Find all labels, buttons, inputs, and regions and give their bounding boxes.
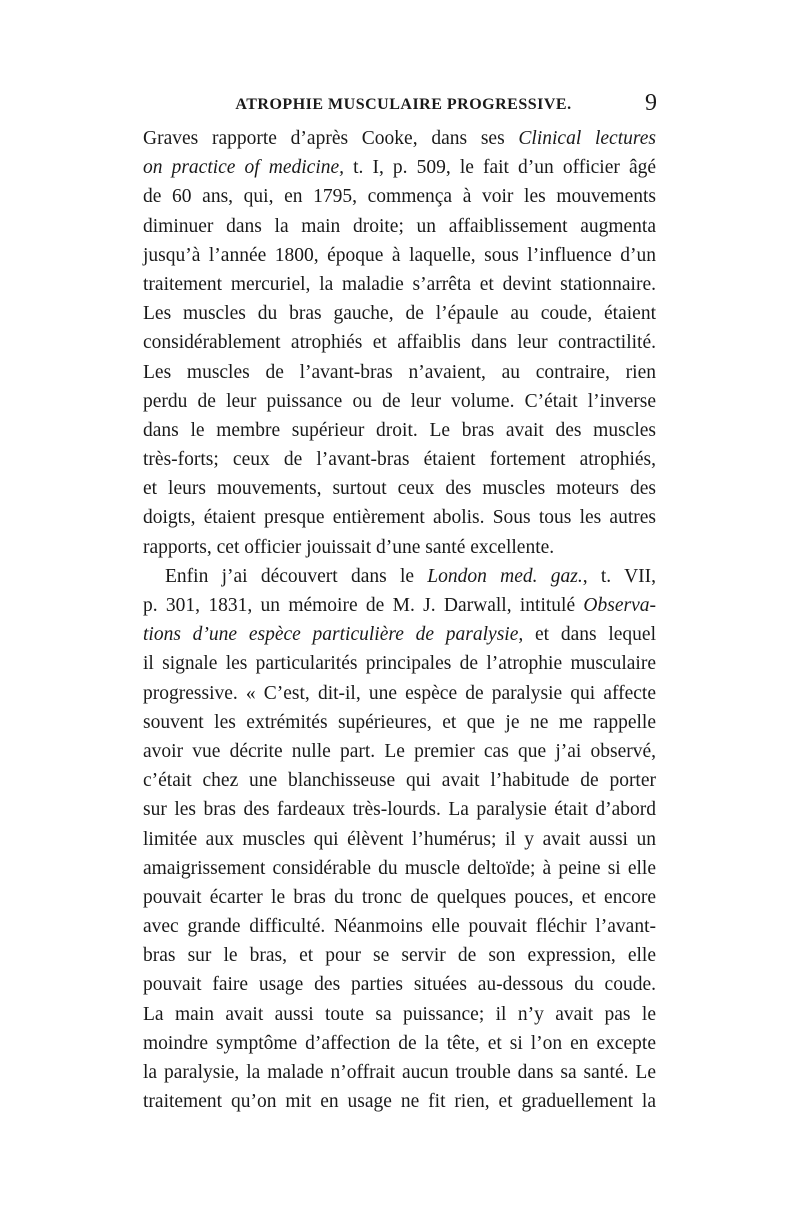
text-line bbox=[143, 1029, 656, 1058]
italic-text: Observa- bbox=[583, 595, 656, 616]
text-run: considérablement atrophiés et affaiblis dans leur contractilité. bbox=[143, 332, 656, 354]
italic-text: on practice of medicine, bbox=[143, 157, 345, 179]
text-run: perdu de leur puissance ou de leur volume. C’était l’inverse bbox=[143, 390, 656, 412]
text-run: moindre symptôme d’affection de la tête, et si l’on en excepte bbox=[143, 1032, 656, 1054]
text-run: , t. VII, bbox=[582, 565, 657, 587]
text-run: traitement qu’on mit en usage ne fit rien, et graduellement la bbox=[143, 1091, 656, 1113]
text-run: Les muscles de l’avant-bras n’avaient, au contraire, rien bbox=[143, 361, 656, 383]
text-run: il signale les particularités principales de l’atrophie musculaire bbox=[143, 653, 656, 675]
text-line bbox=[143, 883, 656, 912]
text-line bbox=[143, 182, 656, 211]
text-line bbox=[143, 358, 656, 387]
running-title: ATROPHIE MUSCULAIRE PROGRESSIVE. bbox=[235, 96, 572, 113]
text-run: progressive. « C’est, dit-il, une espèce de paralysie qui affecte bbox=[143, 682, 656, 704]
text-line bbox=[143, 1087, 656, 1116]
italic-text: London med. gaz. bbox=[427, 565, 583, 587]
text-line bbox=[143, 679, 656, 708]
text-run: très-forts; ceux de l’avant-bras étaient fortement atrophiés, bbox=[143, 449, 656, 471]
text-run: avec grande difficulté. Néanmoins elle pouvait fléchir l’avant- bbox=[143, 916, 656, 938]
text-line bbox=[143, 591, 656, 620]
text-line bbox=[143, 620, 656, 649]
italic-text: Clinical lectures bbox=[518, 128, 656, 149]
text-line bbox=[143, 795, 656, 824]
text-line bbox=[143, 124, 656, 153]
text-line bbox=[143, 854, 656, 883]
text-run: diminuer dans la main droite; un affaiblissement augmenta bbox=[143, 215, 656, 237]
text-line bbox=[143, 912, 656, 941]
text-run: limitée aux muscles qui élèvent l’humérus; il y avait aussi un bbox=[143, 828, 656, 850]
text-line bbox=[143, 737, 656, 766]
text-run: la paralysie, la malade n’offrait aucun trouble dans sa santé. Le bbox=[143, 1062, 656, 1083]
text-line bbox=[143, 445, 656, 474]
text-run: avoir vue décrite nulle part. Le premier cas que j’ai observé, bbox=[143, 740, 656, 762]
text-run: Les muscles du bras gauche, de l’épaule au coude, étaient bbox=[143, 303, 656, 325]
text-line bbox=[143, 708, 656, 737]
text-line bbox=[143, 153, 656, 182]
text-line bbox=[143, 970, 656, 999]
text-run: p. 301, 1831, un mémoire de M. J. Darwall, intitulé bbox=[143, 595, 584, 616]
text-run: Graves rapporte d’après Cooke, dans ses bbox=[143, 128, 519, 149]
text-run: Enfin j’ai découvert dans le bbox=[165, 565, 428, 587]
text-line bbox=[143, 328, 656, 357]
text-line bbox=[143, 766, 656, 795]
text-run: pouvait faire usage des parties situées au-dessous du coude. bbox=[143, 974, 656, 996]
text-run: pouvait écarter le bras du tronc de quelques pouces, et encore bbox=[143, 886, 656, 908]
text-line bbox=[143, 474, 656, 503]
text-run: t. I, p. 509, le fait d’un officier âgé bbox=[344, 157, 656, 179]
text-line bbox=[143, 533, 656, 562]
text-line bbox=[143, 212, 656, 241]
italic-text: tions d’une espèce particulière de paralysie, bbox=[143, 624, 524, 646]
text-line bbox=[143, 1000, 656, 1029]
text-run: rapports, cet officier jouissait d’une santé excellente. bbox=[143, 536, 555, 558]
text-line bbox=[143, 1058, 656, 1087]
running-head bbox=[150, 90, 657, 124]
text-run: dans le membre supérieur droit. Le bras avait des muscles bbox=[143, 419, 656, 441]
text-run: de 60 ans, qui, en 1795, commença à voir les mouvements bbox=[143, 186, 656, 208]
text-line bbox=[143, 562, 656, 591]
text-line bbox=[143, 270, 656, 299]
text-line bbox=[143, 825, 656, 854]
text-run: et leurs mouvements, surtout ceux des muscles moteurs des bbox=[143, 478, 656, 500]
text-line bbox=[143, 649, 656, 678]
text-run: doigts, étaient presque entièrement abolis. Sous tous les autres bbox=[143, 507, 656, 529]
text-line bbox=[143, 416, 656, 445]
text-run: jusqu’à l’année 1800, époque à laquelle, sous l’influence d’un bbox=[143, 244, 656, 266]
text-line bbox=[143, 941, 656, 970]
page-number: 9 bbox=[645, 90, 657, 116]
text-run: c’était chez une blanchisseuse qui avait l’habitude de porter bbox=[143, 770, 656, 792]
text-run: La main avait aussi toute sa puissance; il n’y avait pas le bbox=[143, 1003, 656, 1025]
text-run: et dans lequel bbox=[523, 624, 656, 646]
text-line bbox=[143, 299, 656, 328]
text-line bbox=[143, 241, 656, 270]
text-line bbox=[143, 503, 656, 532]
text-run: traitement mercuriel, la maladie s’arrêta et devint stationnaire. bbox=[143, 273, 656, 295]
body-text bbox=[143, 124, 656, 1116]
text-line bbox=[143, 387, 656, 416]
text-run: amaigrissement considérable du muscle deltoïde; à peine si elle bbox=[143, 857, 656, 879]
text-run: sur les bras des fardeaux très-lourds. La paralysie était d’abord bbox=[143, 799, 656, 821]
text-run: bras sur le bras, et pour se servir de son expression, elle bbox=[143, 945, 656, 967]
text-run: souvent les extrémités supérieures, et que je ne me rappelle bbox=[143, 711, 656, 733]
